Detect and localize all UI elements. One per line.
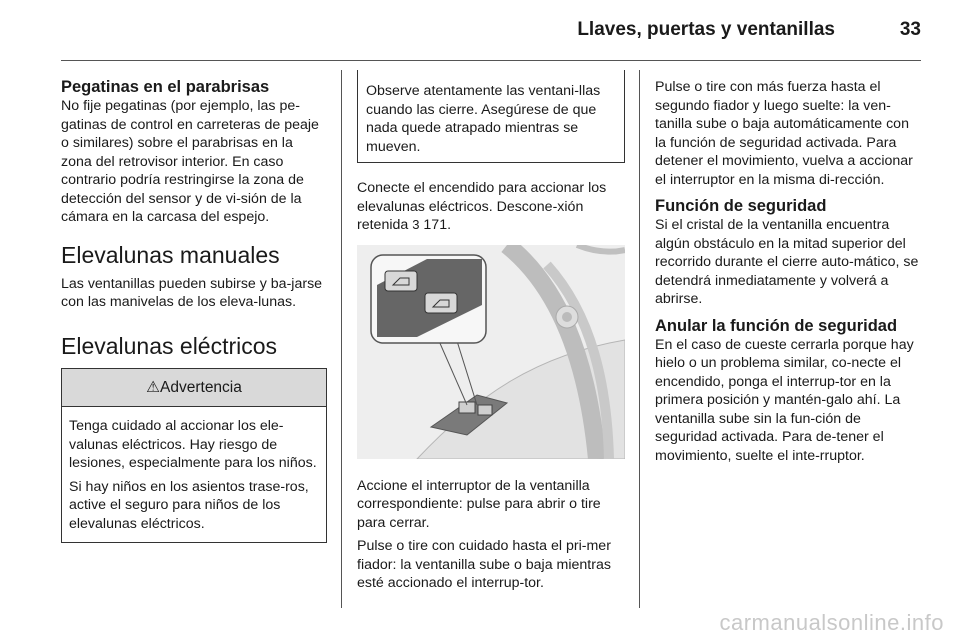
watermark: carmanualsonline.info [719, 610, 944, 635]
caution-box [357, 70, 625, 163]
warning-icon: ⚠ [146, 378, 161, 396]
override-heading: Anular la función de seguridad [655, 316, 898, 335]
page-reference-icon: 3 [412, 217, 420, 232]
caution-text: Observe atentamente las ventani-llas cuando las cierre. Asegúrese de que nada quede atrapado mientras se mueven. [366, 83, 601, 155]
stickers-paragraph: No fije pegatinas (por ejemplo, las pe-gatinas de control en carreteras de peaje o similares) sobre el parabrisas en la zona del retrovisor interior. En caso contrario podría restringirse la zona de detección del sensor y de vi-sión de la cámara en la carcasa del espejo. [61, 98, 319, 225]
safety-heading: Función de seguridad [655, 197, 827, 215]
warning-paragraph-1: Tenga cuidado al accionar los ele-valunas eléctricos. Hay riesgo de lesiones, especialmente para los niños. [69, 418, 317, 471]
ignition-paragraph [357, 179, 625, 235]
electric-windows-heading: Elevalunas eléctricos [61, 332, 278, 359]
warning-title: Advertencia [160, 378, 242, 396]
column-middle [357, 78, 625, 598]
ignition-text: Conecte el encendido para accionar los elevalunas eléctricos. Descone-xión retenida [357, 180, 607, 233]
column-left [61, 78, 327, 543]
safety-paragraph: Si el cristal de la ventanilla encuentra algún obstáculo en la mitad superior del recorrido durante el cierre auto-mático, se detendrá inmediatamente y volverá a abrirse. [655, 217, 919, 307]
header-rule [61, 60, 921, 61]
manual-windows-heading: Elevalunas manuales [61, 241, 280, 268]
warning-header [62, 368, 326, 408]
gentle-press-paragraph: Pulse o tire con cuidado hasta el pri-mer fiador: la ventanilla sube o baja mientras esté accionado el interrup-tor. [357, 538, 611, 591]
firm-press-paragraph: Pulse o tire con más fuerza hasta el segundo fiador y luego suelte: la ven-tanilla sube o baja automáticamente con la función de seguridad activada. Para detener el movimiento, vuelva a accionar el interruptor en la misma di-rección. [655, 79, 913, 188]
manual-windows-paragraph: Las ventanillas pueden subirse y ba-jarse con las manivelas de los eleva-lunas. [61, 275, 323, 310]
warning-paragraph-2: Si hay niños en los asientos trase-ros, active el seguro para niños de los elevalunas eléctricos. [69, 478, 309, 532]
warning-body [62, 417, 326, 542]
window-switch-illustration [357, 245, 625, 459]
column-divider-left [341, 70, 342, 608]
override-paragraph: En el caso de cueste cerrarla porque hay hielo o un problema similar, co-necte el encendido, ponga el interrup-tor en la primera posición y mantén-galo ahí. La ventanilla sube sin la fun-ción de seguridad activada. Para de-tener el movimiento, suelte el inte-rruptor. [655, 336, 914, 464]
page-reference-link[interactable]: 171. [423, 217, 452, 233]
operate-paragraph: Accione el interruptor de la ventanilla correspondiente: pulse para abrir o tire para cerrar. [357, 477, 601, 531]
header-title: Llaves, puertas y ventanillas [577, 19, 835, 40]
column-divider-right [639, 70, 640, 608]
warning-box [61, 368, 327, 544]
page-number: 33 [899, 19, 921, 40]
stickers-heading: Pegatinas en el parabrisas [61, 78, 270, 96]
column-right [655, 78, 923, 470]
